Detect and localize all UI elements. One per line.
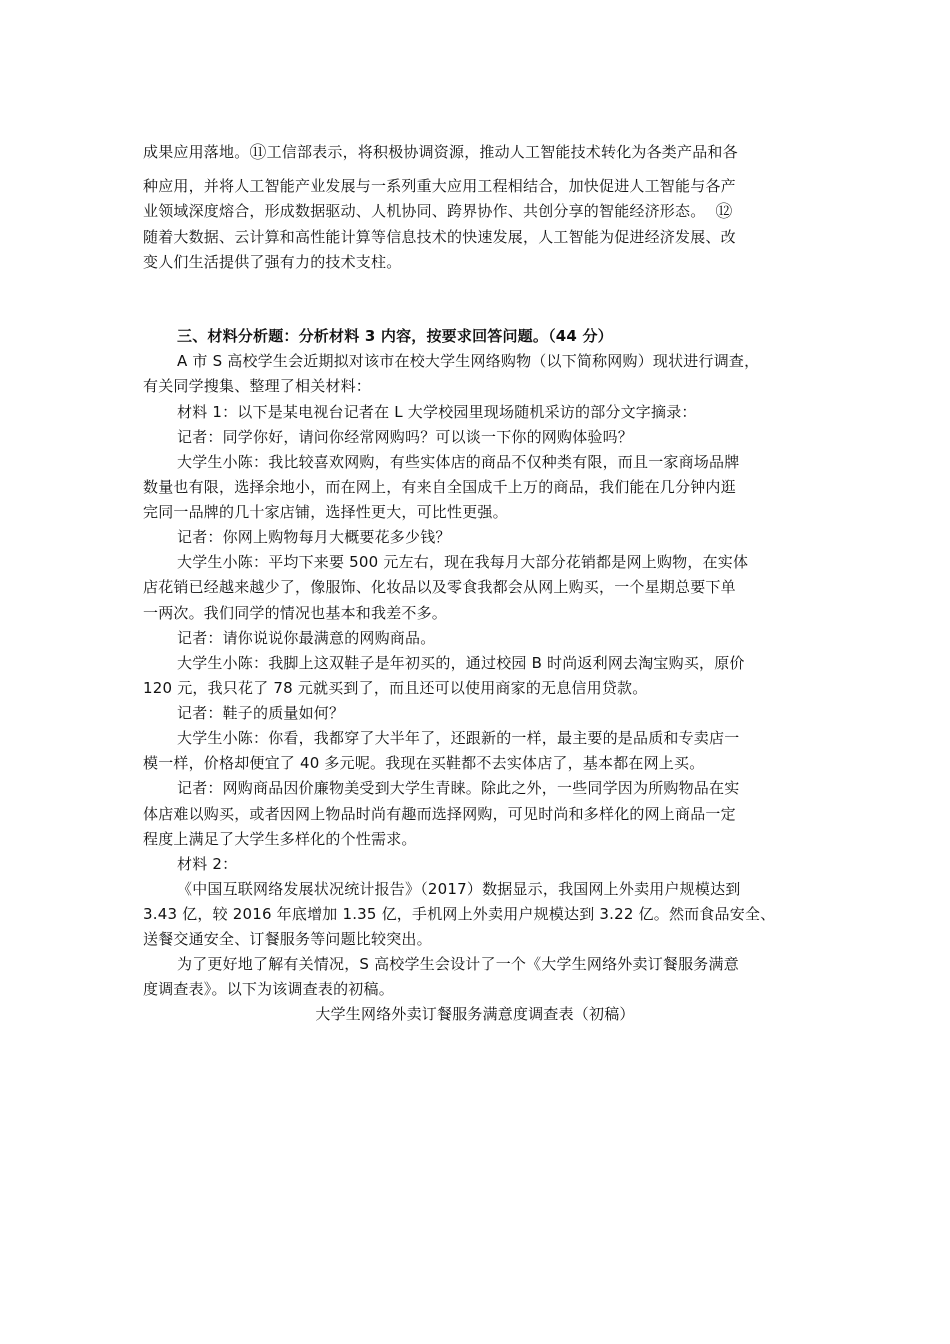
body-line: 体店难以购买，或者因网上物品时尚有趣而选择网购，可见时尚和多样化的网上商品一定 xyxy=(143,805,736,823)
body-line: 材料 2： xyxy=(177,855,238,873)
body-line: 大学生小陈：你看，我都穿了大半年了，还跟新的一样，最主要的是品质和专卖店一 xyxy=(177,729,740,747)
intro-line-1-text: 成果应用落地。 xyxy=(143,143,250,161)
intro-line-1-rest: 工信部表示，将积极协调资源，推动人工智能技术转化为各类产品和各 xyxy=(266,143,738,161)
body-line: 记者：鞋子的质量如何？ xyxy=(177,704,345,722)
intro-line-1 xyxy=(143,142,738,163)
body-line: 有关同学搜集、整理了相关材料： xyxy=(143,377,372,395)
circled-number-11: ⑪ xyxy=(249,143,267,163)
intro-line-5: 变人们生活提供了强有力的技术支柱。 xyxy=(143,253,402,271)
circled-number-12: ⑫ xyxy=(715,202,733,222)
body-line: 一两次。我们同学的情况也基本和我差不多。 xyxy=(143,604,448,622)
intro-line-2: 种应用，并将人工智能产业发展与一系列重大应用工程相结合，加快促进人工智能与各产 xyxy=(143,177,736,195)
body-line: 大学生小陈：我比较喜欢网购，有些实体店的商品不仅种类有限，而且一家商场品牌 xyxy=(177,453,740,471)
body-line: 大学生小陈：我脚上这双鞋子是年初买的，通过校园 B 时尚返利网去淘宝购买，原价 xyxy=(177,654,745,672)
body-line: 完同一品牌的几十家店铺，选择性更大，可比性更强。 xyxy=(143,503,508,521)
body-line: 为了更好地了解有关情况，S 高校学生会设计了一个《大学生网络外卖订餐服务满意 xyxy=(177,955,739,973)
body-line: 《中国互联网络发展状况统计报告》（2017）数据显示，我国网上外卖用户规模达到 xyxy=(177,880,741,898)
body-line: 程度上满足了大学生多样化的个性需求。 xyxy=(143,830,417,848)
intro-line-3 xyxy=(143,201,733,222)
body-line: 店花销已经越来越少了，像服饰、化妆品以及零食我都会从网上购买，一个星期总要下单 xyxy=(143,578,736,596)
body-line: 度调查表》。以下为该调查表的初稿。 xyxy=(143,980,394,998)
body-line: 模一样，价格却便宜了 40 多元呢。我现在买鞋都不去实体店了，基本都在网上买。 xyxy=(143,754,705,772)
body-line: 材料 1：以下是某电视台记者在 L 大学校园里现场随机采访的部分文字摘录： xyxy=(177,403,697,421)
body-line: 120 元，我只花了 78 元就买到了，而且还可以使用商家的无息信用贷款。 xyxy=(143,679,648,697)
section-heading: 三、材料分析题：分析材料 3 内容，按要求回答问题。（44 分） xyxy=(177,327,613,345)
body-line: 记者：网购商品因价廉物美受到大学生青睐。除此之外，一些同学因为所购物品在实 xyxy=(177,779,740,797)
body-line: 记者：你网上购物每月大概要花多少钱？ xyxy=(177,528,451,546)
body-line: 记者：请你说说你最满意的网购商品。 xyxy=(177,629,436,647)
intro-line-3-text: 业领域深度熔合，形成数据驱动、人机协同、跨界协作、共创分享的智能经济形态。 xyxy=(143,202,706,220)
body-line: 送餐交通安全、订餐服务等问题比较突出。 xyxy=(143,930,432,948)
body-line: 记者：同学你好，请问你经常网购吗？可以谈一下你的网购体验吗？ xyxy=(177,428,634,446)
body-line: 大学生小陈：平均下来要 500 元左右，现在我每月大部分花销都是网上购物，在实体 xyxy=(177,553,749,571)
body-line: 数量也有限，选择余地小，而在网上，有来自全国成千上万的商品，我们能在几分钟内逛 xyxy=(143,478,736,496)
table-caption: 大学生网络外卖订餐服务满意度调查表（初稿） xyxy=(315,1005,635,1023)
intro-line-4: 随着大数据、云计算和高性能计算等信息技术的快速发展，人工智能为促进经济发展、改 xyxy=(143,228,736,246)
body-line: A 市 S 高校学生会近期拟对该市在校大学生网络购物（以下简称网购）现状进行调查， xyxy=(177,352,760,370)
body-line: 3.43 亿，较 2016 年底增加 1.35 亿，手机网上外卖用户规模达到 3.22 亿。然而食品安全、 xyxy=(143,905,776,923)
